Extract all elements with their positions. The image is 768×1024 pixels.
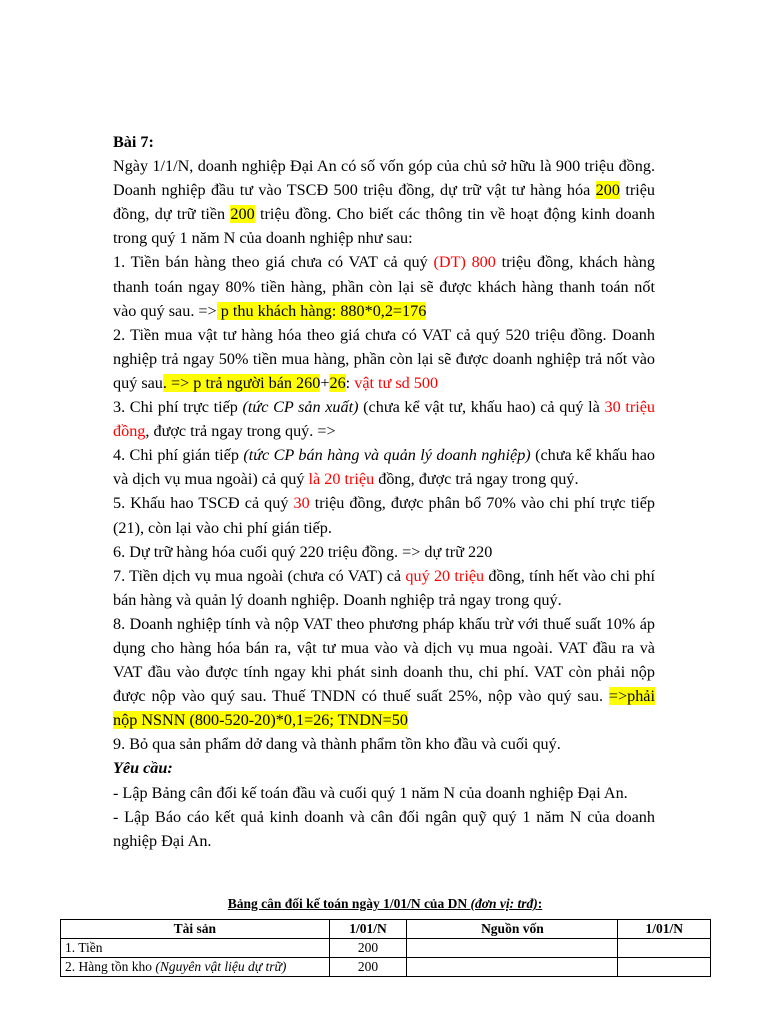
item-2-note-2: 26: [329, 373, 346, 392]
table-title-unit: (đơn vị: trđ): [470, 896, 538, 911]
item-4-red: là 20 triệu: [308, 470, 375, 489]
item-2-text: 2. Tiền mua vật tư hàng hóa theo giá chưa có VAT cả quý 520 triệu đồng. Doanh nghiệp trả ngay 50% tiền mua hàng, phần còn lại sẽ được doanh nghiệp trả nốt vào quý sau: [113, 325, 655, 392]
requirement-2: - Lập Báo cáo kết quả kinh doanh và cân đối ngân quỹ quý 1 năm N của doanh nghiệp Đại An.: [113, 807, 655, 850]
item-7: [113, 564, 655, 612]
item-4-text: 4. Chi phí gián tiếp: [113, 446, 244, 465]
cell-value: 200: [329, 939, 407, 958]
cell-source-value: [618, 939, 711, 958]
item-3-italic: (tức CP sản xuất): [242, 398, 359, 417]
exercise-title: Bài 7:: [113, 133, 154, 151]
table-header-row: [61, 920, 711, 939]
item-3-text: 3. Chi phí trực tiếp: [113, 398, 243, 417]
asset-label: 1. Tiền: [65, 940, 103, 955]
table-row: [61, 958, 711, 977]
requirements-heading: Yêu cầu:: [113, 759, 173, 778]
item-5-text: 5. Khấu hao TSCĐ cả quý: [113, 494, 294, 513]
item-2-plus: +: [320, 373, 330, 392]
item-2-note: . => p trả người bán 260: [162, 373, 321, 392]
item-6: 6. Dự trữ hàng hóa cuối quý 220 triệu đồng. => dự trữ 220: [113, 542, 493, 561]
item-1-text-2: triệu đồng, khách hàng thanh toán ngay 80% tiền hàng, phần còn lại sẽ được khách hàng thanh toán nốt vào quý sau. =>: [113, 253, 655, 320]
item-4-text-3: đồng, được trả ngay trong quý.: [374, 470, 579, 489]
cell-value: 200: [329, 958, 407, 977]
item-4: [113, 443, 655, 491]
table-row: [61, 939, 711, 958]
intro-text-3: triệu đồng. Cho biết các thông tin về hoạt động kinh doanh trong quý 1 năm N của doanh nghiệp như sau:: [113, 205, 655, 248]
intro-text-2: triệu đồng, dự trữ tiền: [113, 181, 655, 224]
header-date-assets: 1/01/N: [329, 920, 407, 939]
cell-source-value: [618, 958, 711, 977]
item-3: [113, 395, 655, 443]
item-2-red: vật tư sd 500: [354, 373, 439, 392]
item-4-italic: (tức CP bán hàng và quản lý doanh nghiệp): [243, 446, 531, 465]
item-1-note: p thu khách hàng: 880*0,2=176: [216, 301, 427, 320]
asset-label: 2. Hàng tồn kho: [65, 959, 156, 974]
item-5-red: 30: [293, 494, 310, 513]
intro-highlight-goods: 200: [595, 181, 620, 200]
requirement-1: - Lập Bảng cân đối kế toán đầu và cuối quý 1 năm N của doanh nghiệp Đại An.: [113, 783, 628, 802]
item-7-red: quý 20 triệu: [405, 566, 485, 585]
header-sources: Nguồn vốn: [407, 920, 618, 939]
item-8-text: 8. Doanh nghiệp tính và nộp VAT theo phương pháp khấu trừ với thuế suất 10% áp dụng cho hàng hóa bán ra, vật tư mua vào và dịch vụ mua ngoài. VAT đầu ra và VAT đầu vào được tính ngay khi phát sinh doanh thu, chi phí. VAT còn phải nộp được nộp vào quý sau. Thuế TNDN có thuế suất 25%, nộp vào quý sau.: [113, 614, 655, 706]
item-1-red: (DT) 800: [433, 253, 496, 272]
asset-note: (Nguyên vật liệu dự trữ): [155, 959, 287, 974]
item-3-text-3: , được trả ngay trong quý. =>: [145, 422, 336, 441]
intro-paragraph: [113, 154, 655, 250]
item-4-text-2: (chưa kể khấu hao và dịch vụ mua ngoài) cả quý: [113, 446, 656, 489]
item-1-text: 1. Tiền bán hàng theo giá chưa có VAT cả quý: [113, 253, 434, 272]
item-1: [113, 250, 655, 322]
item-3-red: 30 triệu đồng: [113, 398, 655, 441]
cell-asset: [61, 958, 330, 977]
cell-asset: [61, 939, 330, 958]
item-8-note: =>phải nộp NSNN (800-520-20)*0,1=26; TNDN=50: [113, 687, 655, 730]
item-2-colon: :: [345, 373, 355, 392]
item-2: [113, 323, 655, 395]
intro-highlight-cash: 200: [230, 205, 255, 224]
balance-sheet-table: [60, 919, 711, 977]
header-assets: Tài sản: [61, 920, 330, 939]
item-3-text-2: (chưa kể vật tư, khấu hao) cả quý là: [358, 398, 605, 417]
exercise-text: [113, 130, 655, 853]
table-title: [60, 896, 710, 912]
item-9: 9. Bỏ qua sản phẩm dở dang và thành phẩm tồn kho đầu và cuối quý.: [113, 735, 561, 754]
cell-source: [407, 939, 618, 958]
cell-source: [407, 958, 618, 977]
header-date-sources: 1/01/N: [618, 920, 711, 939]
item-8: [113, 612, 655, 732]
item-7-text: 7. Tiền dịch vụ mua ngoài (chưa có VAT) cả: [113, 566, 406, 585]
table-title-colon: :: [537, 896, 543, 911]
item-7-text-2: đồng, tính hết vào chi phí bán hàng và quản lý doanh nghiệp. Doanh nghiệp trả ngay trong quý.: [113, 566, 656, 609]
item-5-text-2: triệu đồng, được phân bổ 70% vào chi phí trực tiếp (21), còn lại vào chi phí gián tiếp.: [113, 494, 655, 537]
intro-text-1: Ngày 1/1/N, doanh nghiệp Đại An có số vốn góp của chủ sở hữu là 900 triệu đồng. Doanh nghiệp đầu tư vào TSCĐ 500 triệu đồng, dự trữ vật tư hàng hóa: [113, 157, 655, 200]
table-title-text: Bảng cân đối kế toán ngày 1/01/N của DN: [227, 896, 471, 911]
item-5: [113, 491, 655, 539]
